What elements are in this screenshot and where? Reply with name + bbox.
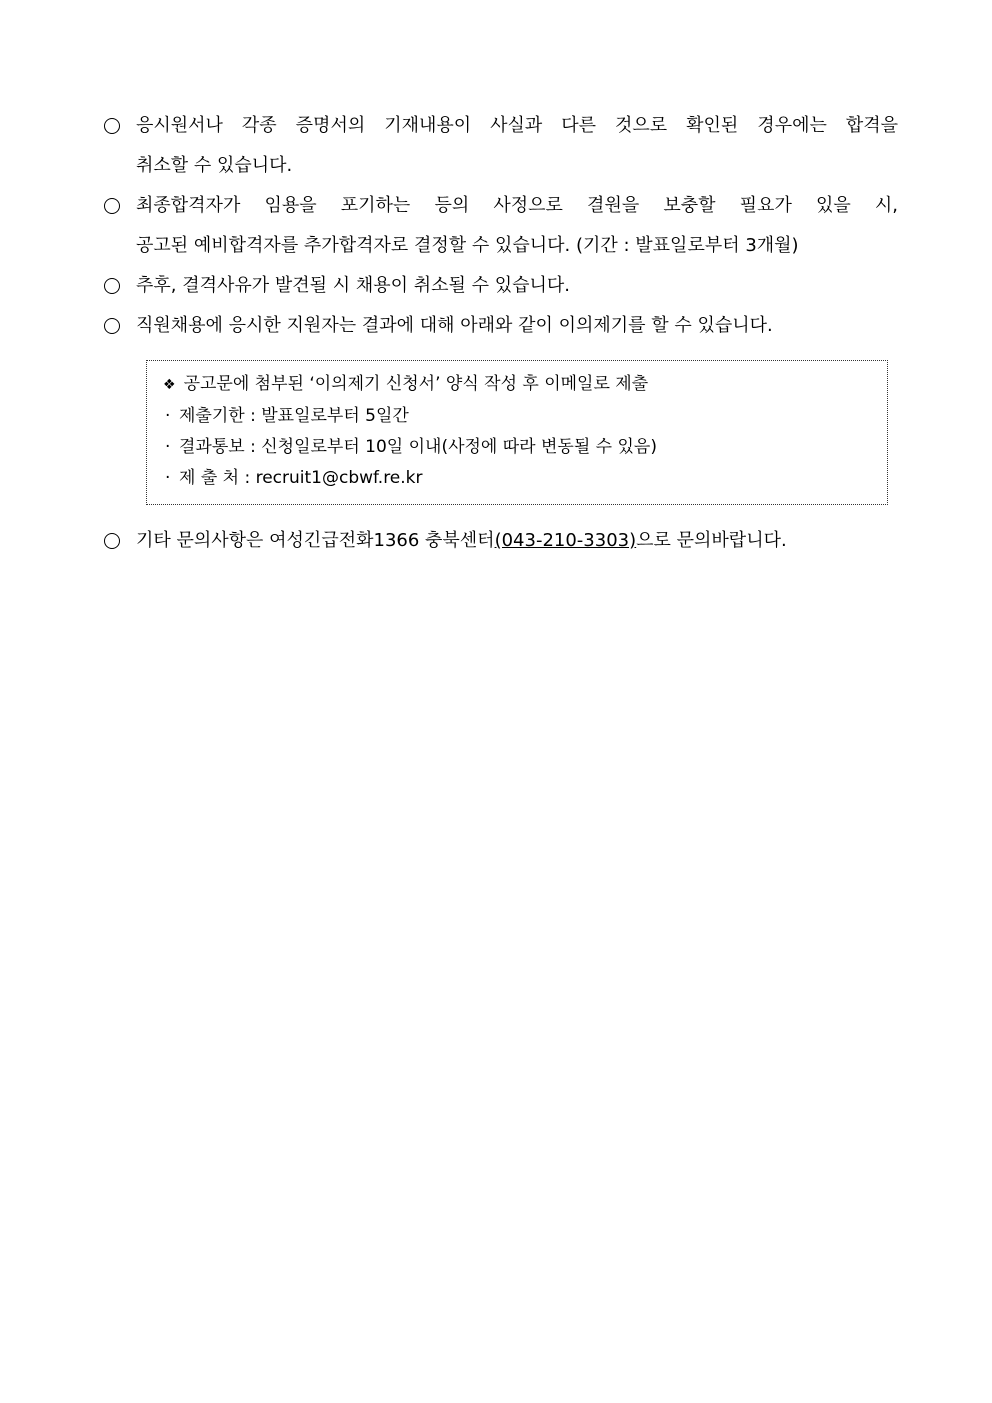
list-item-additional-pass xyxy=(104,186,898,226)
objection-result-text: 결과통보 : 신청일로부터 10일 이내(사정에 따라 변동될 수 있음) xyxy=(179,437,657,457)
middle-dot-icon: · xyxy=(165,468,171,488)
notice-content xyxy=(104,106,898,561)
middle-dot-icon: · xyxy=(165,406,171,426)
objection-submit-row xyxy=(163,463,871,494)
objection-box-title-text: 공고문에 첨부된 ‘이의제기 신청서’ 양식 작성 후 이메일로 제출 xyxy=(183,374,649,394)
objection-box-title xyxy=(163,369,871,401)
list-item-text: 응시원서나 각종 증명서의 기재내용이 사실과 다른 것으로 확인된 경우에는 합격을 xyxy=(136,115,898,136)
inquiry-phone-number: (043-210-3303) xyxy=(494,530,637,551)
circle-bullet-icon xyxy=(104,318,120,334)
objection-submit-text: 제 출 처 : recruit1@cbwf.re.kr xyxy=(179,468,423,488)
objection-result-row xyxy=(163,432,871,463)
objection-info-box xyxy=(146,360,888,505)
list-item-text: 최종합격자가 임용을 포기하는 등의 사정으로 결원을 보충할 필요가 있을 시, xyxy=(136,195,898,216)
list-item-disqualification xyxy=(104,266,898,306)
list-item-continuation: 취소할 수 있습니다. xyxy=(136,155,293,176)
list-item-text: 직원채용에 응시한 지원자는 결과에 대해 아래와 같이 이의제기를 할 수 있습니다. xyxy=(136,315,773,336)
list-item-cancellation xyxy=(104,106,898,146)
list-item-inquiry xyxy=(104,521,898,561)
list-item-text: 추후, 결격사유가 발견될 시 채용이 취소될 수 있습니다. xyxy=(136,275,571,296)
inquiry-text-after: 으로 문의바랍니다. xyxy=(636,530,787,551)
circle-bullet-icon xyxy=(104,278,120,294)
objection-deadline-text: 제출기한 : 발표일로부터 5일간 xyxy=(179,406,409,426)
circle-bullet-icon xyxy=(104,198,120,214)
list-item-continuation: 공고된 예비합격자를 추가합격자로 결정할 수 있습니다. (기간 : 발표일로부터 3개월) xyxy=(136,235,799,256)
objection-deadline-row xyxy=(163,401,871,432)
circle-bullet-icon xyxy=(104,118,120,134)
inquiry-text-before: 기타 문의사항은 여성긴급전화1366 충북센터 xyxy=(136,530,495,551)
list-item-objection xyxy=(104,306,898,346)
circle-bullet-icon xyxy=(104,533,120,549)
diamond-bullet-icon: ❖ xyxy=(163,377,176,393)
middle-dot-icon: · xyxy=(165,437,171,457)
